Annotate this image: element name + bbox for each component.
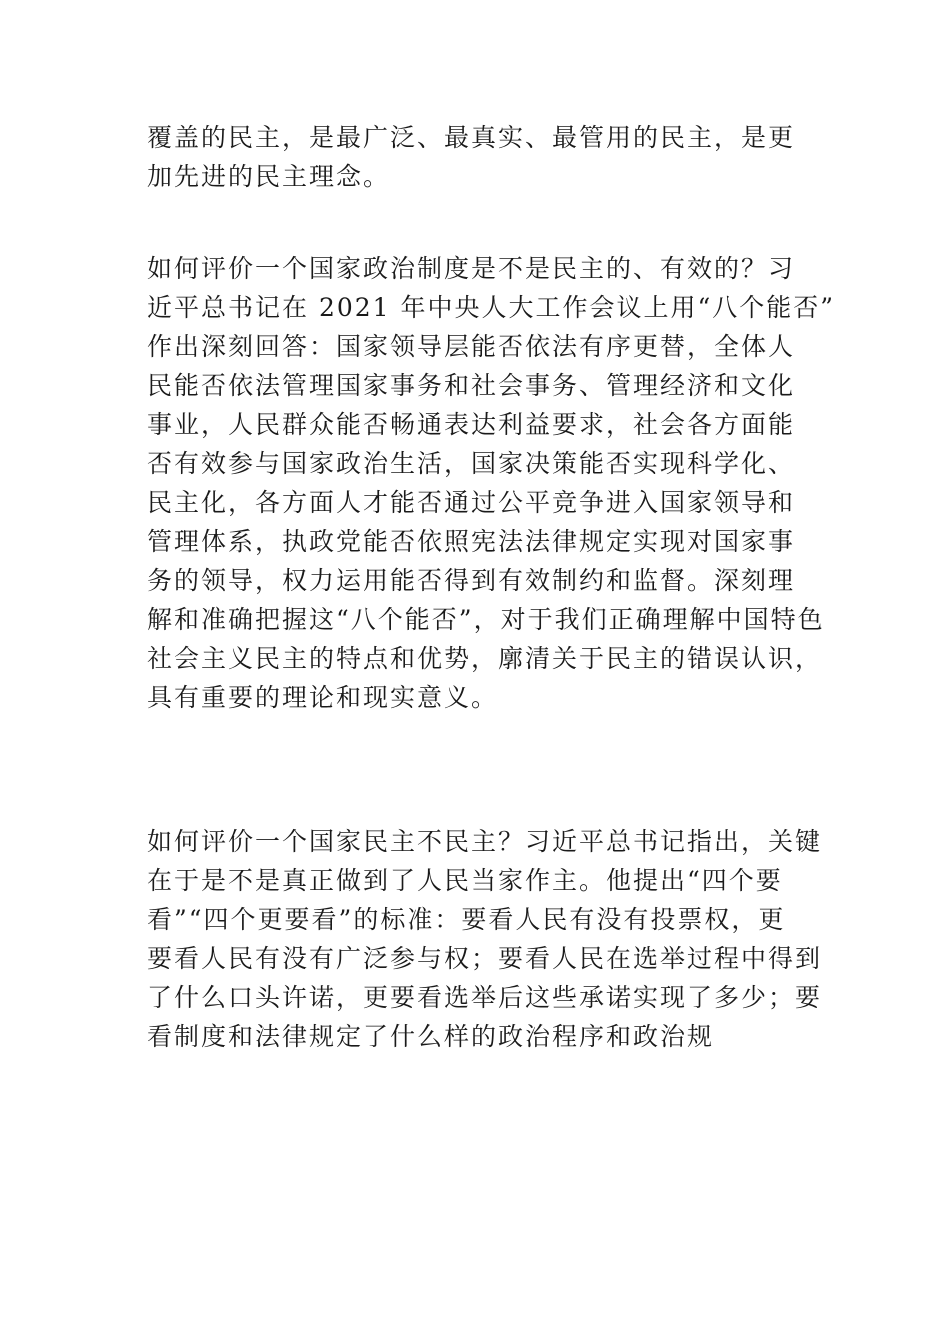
text-line: 解和准确把握这“八个能否”，对于我们正确理解中国特色 (147, 605, 825, 634)
text-line: 看制度和法律规定了什么样的政治程序和政治规 (147, 1022, 715, 1051)
text-line: 民主化，各方面人才能否通过公平竞争进入国家领导和 (147, 488, 796, 517)
text-line: 社会主义民主的特点和优势，廓清关于民主的错误认识， (147, 644, 823, 673)
text-line: 近平总书记在 2021 年中央人大工作会议上用“八个能否” (147, 293, 836, 322)
paragraph-2 (147, 249, 836, 717)
text-line: 务的领导，权力运用能否得到有效制约和监督。深刻理 (147, 566, 796, 595)
text-line: 加先进的民主理念。 (147, 162, 391, 191)
text-line: 要看人民有没有广泛参与权；要看人民在选举过程中得到 (147, 944, 823, 973)
text-line: 管理体系，执政党能否依照宪法法律规定实现对国家事 (147, 527, 796, 556)
text-line: 具有重要的理论和现实意义。 (147, 683, 499, 712)
text-line: 看”“四个更要看”的标准：要看人民有没有投票权，更 (147, 905, 786, 934)
text-line: 在于是不是真正做到了人民当家作主。他提出“四个要 (147, 866, 783, 895)
text-line: 如何评价一个国家民主不民主？习近平总书记指出，关键 (147, 827, 823, 856)
paragraph-1 (147, 118, 827, 196)
paragraph-3 (147, 822, 827, 1056)
text-line: 事业，人民群众能否畅通表达利益要求，社会各方面能 (147, 410, 796, 439)
text-line: 覆盖的民主，是最广泛、最真实、最管用的民主，是更 (147, 123, 796, 152)
text-line: 民能否依法管理国家事务和社会事务、管理经济和文化 (147, 371, 796, 400)
text-line: 否有效参与国家政治生活，国家决策能否实现科学化、 (147, 449, 796, 478)
text-line: 如何评价一个国家政治制度是不是民主的、有效的？习 (147, 254, 796, 283)
text-line: 了什么口头许诺，更要看选举后这些承诺实现了多少；要 (147, 983, 823, 1012)
text-line: 作出深刻回答：国家领导层能否依法有序更替，全体人 (147, 332, 796, 361)
